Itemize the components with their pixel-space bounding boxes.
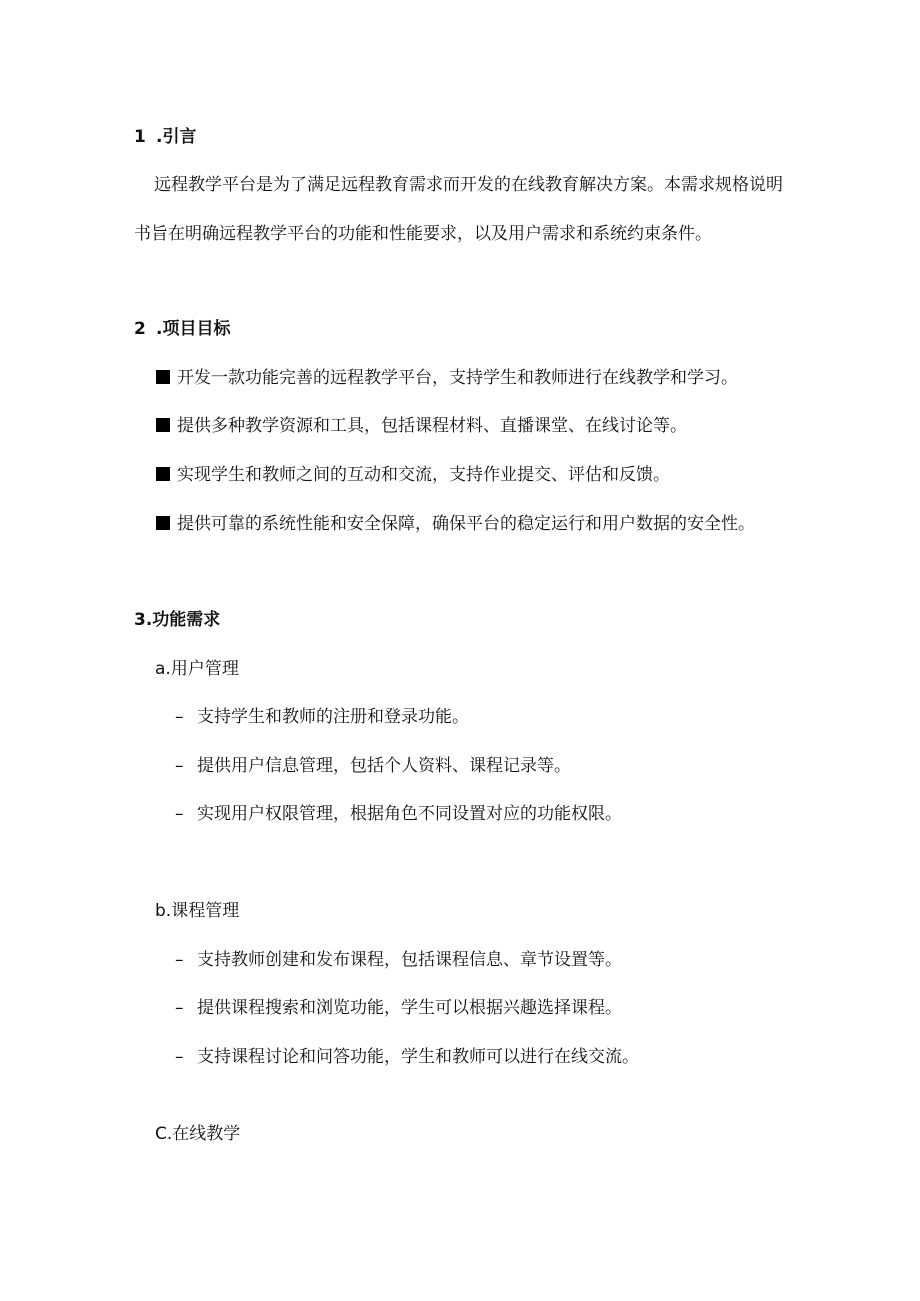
list-item	[175, 803, 622, 825]
section-2-title: .项目目标	[156, 319, 231, 339]
dash-bullet-icon: –	[175, 707, 184, 727]
subsection-course-management-title: b.课程管理	[155, 901, 240, 921]
subsection-online-teaching-title: C.在线教学	[155, 1124, 241, 1144]
list-item-text: 提供用户信息管理，包括个人资料、课程记录等。	[197, 756, 571, 776]
section-2-heading	[134, 318, 230, 340]
list-item-text: 支持教师创建和发布课程，包括课程信息、章节设置等。	[197, 950, 622, 970]
intro-paragraph-line-1: 远程教学平台是为了满足远程教育需求而开发的在线教育解决方案。本需求规格说明	[154, 175, 783, 195]
goal-item-text: 开发一款功能完善的远程教学平台，支持学生和教师进行在线教学和学习。	[177, 368, 738, 388]
square-bullet-icon	[156, 516, 170, 530]
section-1-number: 1	[134, 127, 146, 147]
goal-item	[156, 464, 670, 486]
square-bullet-icon	[156, 370, 170, 384]
list-item	[175, 997, 622, 1019]
subsection-user-management-title: a.用户管理	[155, 659, 239, 679]
list-item-text: 支持课程讨论和问答功能，学生和教师可以进行在线交流。	[197, 1047, 639, 1067]
dash-bullet-icon: –	[175, 756, 184, 776]
goal-item	[156, 367, 738, 389]
goal-item	[156, 513, 755, 535]
list-item-text: 支持学生和教师的注册和登录功能。	[197, 707, 469, 727]
section-2-number: 2	[134, 319, 146, 339]
section-1-title: .引言	[156, 127, 197, 147]
dash-bullet-icon: –	[175, 998, 184, 1018]
dash-bullet-icon: –	[175, 950, 184, 970]
goal-item	[156, 415, 687, 437]
list-item	[175, 706, 469, 728]
list-item-text: 提供课程搜索和浏览功能，学生可以根据兴趣选择课程。	[197, 998, 622, 1018]
section-3-heading: 3.功能需求	[134, 610, 221, 630]
goal-item-text: 实现学生和教师之间的互动和交流，支持作业提交、评估和反馈。	[177, 465, 670, 485]
list-item	[175, 755, 571, 777]
goal-item-text: 提供可靠的系统性能和安全保障，确保平台的稳定运行和用户数据的安全性。	[177, 514, 755, 534]
list-item	[175, 1046, 639, 1068]
dash-bullet-icon: –	[175, 1047, 184, 1067]
square-bullet-icon	[156, 418, 170, 432]
section-1-heading	[134, 126, 196, 148]
list-item	[175, 949, 622, 971]
goal-item-text: 提供多种教学资源和工具，包括课程材料、直播课堂、在线讨论等。	[177, 416, 687, 436]
dash-bullet-icon: –	[175, 804, 184, 824]
square-bullet-icon	[156, 467, 170, 481]
list-item-text: 实现用户权限管理，根据角色不同设置对应的功能权限。	[197, 804, 622, 824]
intro-paragraph-line-2: 书旨在明确远程教学平台的功能和性能要求，以及用户需求和系统约束条件。	[134, 224, 712, 244]
